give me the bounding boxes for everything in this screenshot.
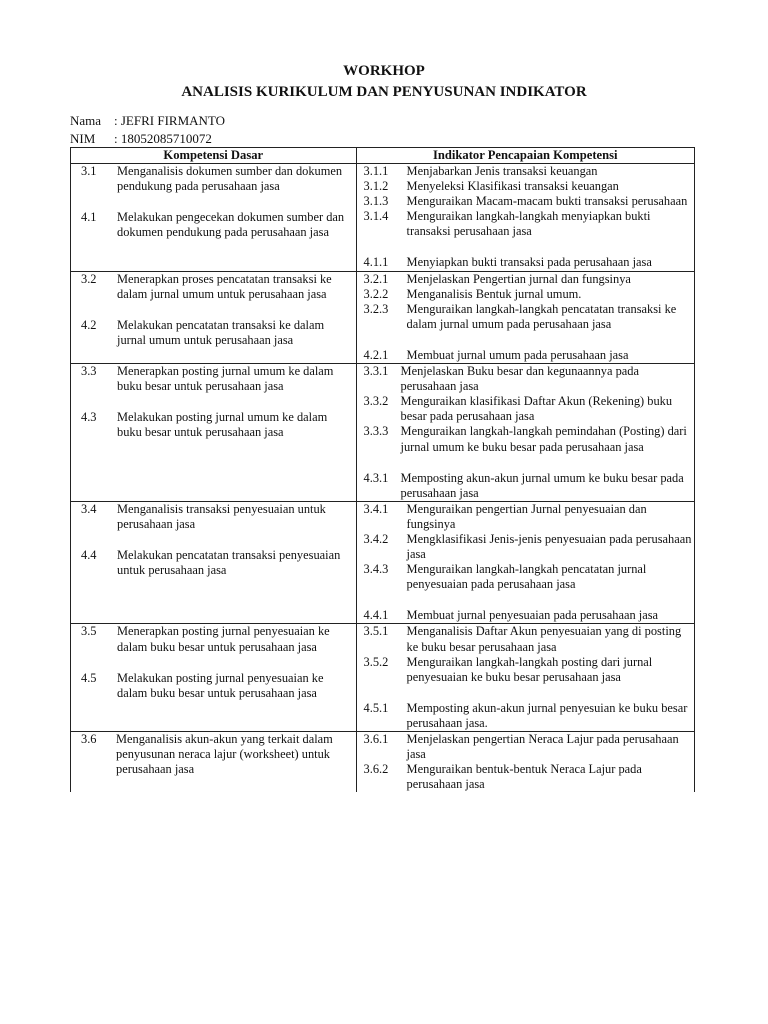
kd-item (71, 318, 356, 348)
kd-number: 3.3 (81, 364, 97, 379)
indikator-text: Menguraikan pengertian Jurnal penyesuaian dan fungsinya (406, 501, 647, 531)
indikator-cell (356, 271, 694, 363)
indikator-cell (356, 364, 694, 502)
kd-number: 4.2 (81, 317, 97, 332)
indikator-number: 3.1.2 (363, 179, 389, 194)
kompetensi-dasar-cell (71, 164, 357, 272)
indikator-number: 3.1.3 (363, 194, 389, 209)
indikator-item (357, 272, 694, 287)
indikator-number: 3.6.1 (363, 732, 389, 746)
kd-text: Menganalisis transaksi penyesuaian untuk perusahaan jasa (117, 501, 326, 531)
header-indikator: Indikator Pencapaian Kompetensi (356, 148, 694, 164)
table-row (71, 271, 695, 363)
name-label: Nama (70, 113, 102, 128)
indikator-number: 4.4.1 (363, 608, 389, 623)
kd-text: Menganalisis akun-akun yang terkait dalam penyusunan neraca lajur (worksheet) untuk perusahaan jasa (116, 732, 333, 777)
indikator-item (357, 424, 694, 454)
spacer (357, 455, 694, 471)
indikator-text: Membuat jurnal umum pada perusahaan jasa (406, 347, 629, 362)
indikator-number: 3.4.2 (363, 531, 389, 546)
indikator-item (357, 502, 694, 532)
kd-item (71, 624, 356, 654)
spacer (357, 592, 694, 608)
kd-number: 3.6 (81, 732, 97, 746)
kd-number: 3.2 (81, 271, 97, 286)
indikator-text: Menjabarkan Jenis transaksi keuangan (406, 164, 598, 178)
indikator-number: 3.5.1 (363, 624, 389, 639)
spacer (357, 239, 694, 255)
table-row (71, 624, 695, 732)
indikator-text: Memposting akun-akun jurnal umum ke buku besar pada perusahaan jasa (400, 470, 684, 500)
kd-item (71, 732, 356, 777)
indikator-item (357, 655, 694, 685)
indikator-cell (356, 164, 694, 272)
indikator-text: Menguraikan bentuk-bentuk Neraca Lajur pada perusahaan jasa (406, 762, 642, 792)
indikator-cell (356, 732, 694, 793)
document-subtitle: ANALISIS KURIKULUM DAN PENYUSUNAN INDIKATOR (181, 84, 587, 100)
kd-text: Melakukan pencatatan transaksi ke dalam jurnal umum untuk perusahaan jasa (117, 317, 325, 347)
spacer (357, 332, 694, 348)
indikator-text: Memposting akun-akun jurnal penyesuian ke buku besar perusahaan jasa. (406, 700, 688, 730)
indikator-number: 3.3.1 (363, 364, 389, 379)
indikator-text: Menyiapkan bukti transaksi pada perusahaan jasa (406, 255, 652, 270)
indikator-text: Menyeleksi Klasifikasi transaksi keuangan (406, 179, 619, 194)
table-header-row (71, 148, 695, 164)
kd-item (71, 164, 356, 194)
indikator-number: 3.2.1 (363, 271, 389, 286)
kd-text: Menerapkan posting jurnal penyesuaian ke dalam buku besar untuk perusahaan jasa (117, 624, 330, 654)
spacer (71, 655, 356, 671)
indikator-item (357, 732, 694, 762)
indikator-item (357, 164, 694, 179)
indikator-number: 4.1.1 (363, 255, 389, 270)
indikator-item (357, 364, 694, 394)
indikator-item (357, 624, 694, 654)
kd-number: 4.4 (81, 547, 97, 562)
name-value: : JEFRI FIRMANTO (114, 113, 226, 128)
indikator-number: 3.4.3 (363, 562, 389, 577)
indikator-item (357, 532, 694, 562)
indikator-item (357, 394, 694, 424)
kd-item (71, 272, 356, 302)
kd-text: Menerapkan proses pencatatan transaksi ke dalam jurnal umum untuk perusahaan jasa (117, 271, 332, 301)
kd-item (71, 502, 356, 532)
kompetensi-dasar-cell (71, 732, 357, 793)
indikator-item (357, 179, 694, 194)
header-kompetensi-dasar: Kompetensi Dasar (71, 148, 357, 164)
kompetensi-dasar-cell (71, 624, 357, 732)
kd-number: 3.1 (81, 164, 97, 178)
spacer (71, 532, 356, 548)
indikator-number: 4.5.1 (363, 700, 389, 715)
spacer (71, 302, 356, 318)
student-nim-line (70, 131, 212, 147)
nim-label: NIM (70, 131, 96, 146)
indikator-text: Menguraikan langkah-langkah posting dari jurnal penyesuaian ke buku besar perusahaan jasa (406, 654, 653, 684)
kd-number: 4.3 (81, 410, 97, 425)
kd-item (71, 210, 356, 240)
document-title: WORKHOP (343, 63, 425, 79)
kd-number: 3.4 (81, 501, 97, 516)
kompetensi-dasar-cell (71, 364, 357, 502)
indikator-item (357, 287, 694, 302)
indikator-number: 3.3.3 (363, 424, 389, 439)
indikator-text: Menguraikan langkah-langkah pencatatan transaksi ke dalam jurnal umum pada perusahaan jasa (406, 301, 677, 331)
kd-text: Melakukan posting jurnal penyesuaian ke dalam buku besar untuk perusahaan jasa (117, 670, 324, 700)
indikator-number: 3.2.3 (363, 301, 389, 316)
kd-item (71, 410, 356, 440)
indikator-item (357, 209, 694, 239)
indikator-item (357, 471, 694, 501)
indikator-number: 3.1.1 (363, 164, 389, 178)
indikator-text: Menganalisis Daftar Akun penyesuaian yang di posting ke buku besar perusahaan jasa (406, 624, 682, 654)
indikator-item (357, 562, 694, 592)
indikator-number: 3.6.2 (363, 762, 389, 777)
table-row (71, 364, 695, 502)
spacer (357, 685, 694, 701)
competency-table (70, 147, 695, 792)
indikator-text: Menguraikan langkah-langkah pencatatan jurnal penyesuaian pada perusahaan jasa (406, 562, 647, 592)
indikator-item (357, 762, 694, 792)
indikator-number: 4.2.1 (363, 347, 389, 362)
indikator-item (357, 348, 694, 363)
indikator-text: Menguraikan Macam-macam bukti transaksi perusahaan (406, 194, 688, 209)
indikator-text: Membuat jurnal penyesuaian pada perusahaan jasa (406, 608, 659, 623)
kd-text: Melakukan pencatatan transaksi penyesuaian untuk perusahaan jasa (117, 547, 341, 578)
table-row (71, 164, 695, 272)
indikator-number: 3.1.4 (363, 209, 389, 224)
kd-item (71, 364, 356, 394)
indikator-item (357, 608, 694, 623)
indikator-number: 3.4.1 (363, 501, 389, 516)
indikator-item (357, 255, 694, 270)
indikator-text: Menguraikan langkah-langkah menyiapkan bukti transaksi perusahaan jasa (406, 209, 651, 239)
kd-number: 4.5 (81, 670, 97, 685)
kd-item (71, 548, 356, 578)
indikator-text: Menjelaskan Pengertian jurnal dan fungsinya (406, 271, 631, 286)
indikator-number: 4.3.1 (363, 470, 389, 485)
indikator-text: Menganalisis Bentuk jurnal umum. (406, 286, 582, 301)
indikator-item (357, 302, 694, 332)
kd-text: Menganalisis dokumen sumber dan dokumen pendukung pada perusahaan jasa (117, 164, 343, 194)
kd-text: Melakukan posting jurnal umum ke dalam buku besar untuk perusahaan jasa (117, 410, 328, 440)
indikator-text: Menjelaskan pengertian Neraca Lajur pada perusahaan jasa (406, 732, 679, 762)
kd-text: Melakukan pengecekan dokumen sumber dan dokumen pendukung pada perusahaan jasa (117, 210, 345, 240)
student-name-line (70, 113, 225, 129)
indikator-cell (356, 501, 694, 624)
nim-value: : 18052085710072 (114, 131, 212, 146)
table-body (71, 164, 695, 793)
table-row (71, 732, 695, 793)
spacer (71, 394, 356, 410)
indikator-number: 3.2.2 (363, 286, 389, 301)
spacer (71, 194, 356, 210)
kompetensi-dasar-cell (71, 501, 357, 624)
table-row (71, 501, 695, 624)
indikator-item (357, 194, 694, 209)
indikator-number: 3.3.2 (363, 394, 389, 409)
kd-item (71, 671, 356, 701)
indikator-text: Menjelaskan Buku besar dan kegunaannya pada perusahaan jasa (400, 364, 639, 394)
indikator-text: Menguraikan langkah-langkah pemindahan (Posting) dari jurnal umum ke buku besar pada perusahaan jasa (400, 424, 687, 454)
kd-number: 4.1 (81, 210, 97, 225)
kd-number: 3.5 (81, 624, 97, 639)
kd-text: Menerapkan posting jurnal umum ke dalam buku besar untuk perusahaan jasa (117, 364, 334, 394)
kompetensi-dasar-cell (71, 271, 357, 363)
indikator-text: Mengklasifikasi Jenis-jenis penyesuaian pada perusahaan jasa (406, 531, 692, 562)
indikator-text: Menguraikan klasifikasi Daftar Akun (Rekening) buku besar pada perusahaan jasa (400, 394, 673, 424)
indikator-cell (356, 624, 694, 732)
indikator-number: 3.5.2 (363, 654, 389, 669)
indikator-item (357, 701, 694, 731)
